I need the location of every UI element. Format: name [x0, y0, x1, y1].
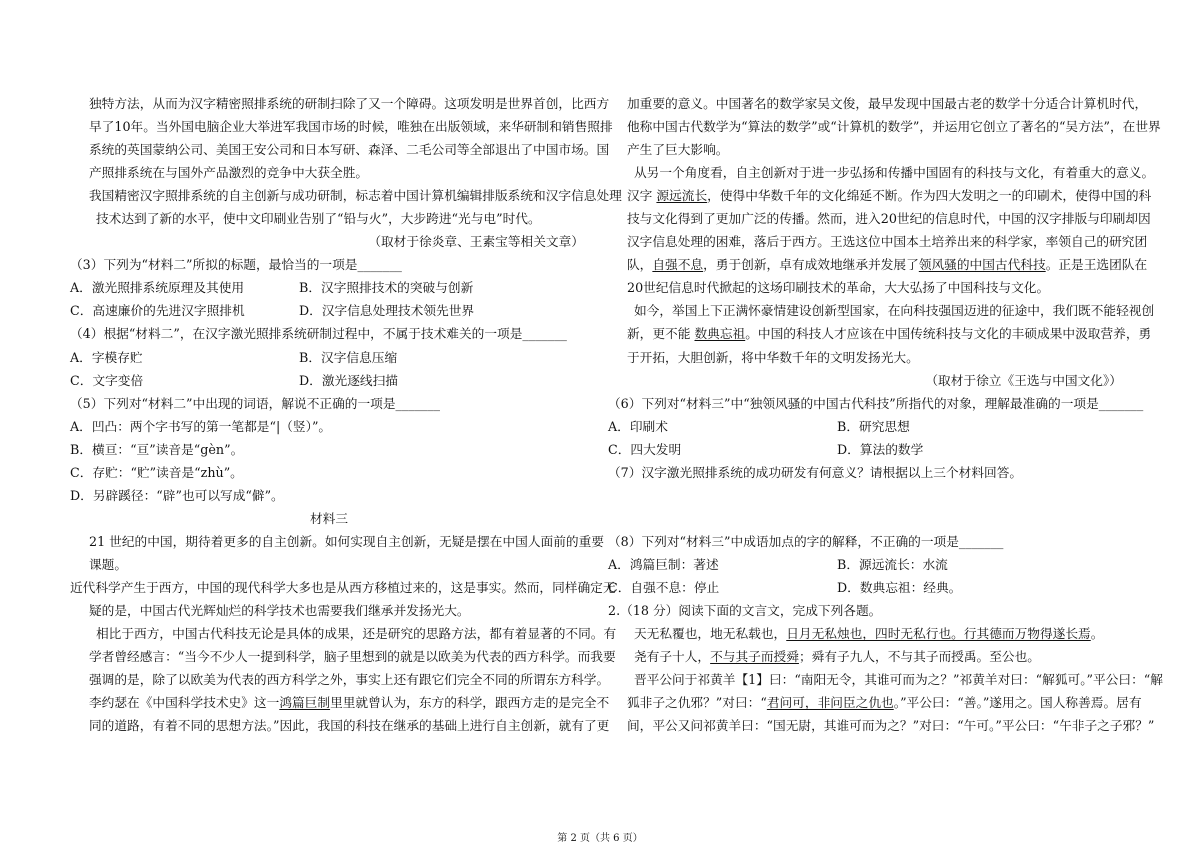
text-line — [70, 322, 592, 345]
underlined-text: 日月无私烛也，四时无私行也。行其德而万物得遂长焉 — [786, 626, 1091, 642]
line-text: 课题。 — [89, 556, 128, 572]
line-text: 于开拓，大胆创新，将中华数千年的文明发扬光大。 — [627, 349, 919, 365]
line-text: 汉字信息处理的困难，落后于西方。王选这位中国本土培养出来的科学家，率领自己的研究团 — [627, 234, 1148, 250]
text-line — [608, 369, 1130, 392]
text-line — [70, 530, 604, 553]
underlined-text: 鸿篇巨制 — [279, 695, 331, 711]
text-line — [608, 276, 1130, 299]
text-line — [608, 461, 1130, 484]
text-line — [608, 230, 1148, 253]
underlined-text: 领风骚的中国古代科技 — [918, 257, 1046, 273]
text-line — [608, 530, 1130, 553]
text-line — [608, 691, 1142, 714]
option-right: B．源远流长：水流 — [837, 556, 948, 572]
line-text: 狐非子之仇邪？”对曰：“ — [627, 695, 767, 711]
option-right: B．研究思想 — [837, 418, 910, 434]
text-line — [70, 484, 592, 507]
option-right: D．数典忘祖：经典。 — [837, 579, 962, 595]
line-text: （3）下列为“材料二”所拟的标题，最恰当的一项是_______ — [70, 257, 402, 273]
line-text: C．文字变倍 — [70, 372, 144, 388]
line-text: （6）下列对“材料三”中“独领风骚的中国古代科技”所指代的对象，理解最准确的一项是_______ — [608, 395, 1144, 411]
line-text: 疑的是，中国古代光辉灿烂的科学技术也需要我们继承并发扬光大。 — [89, 603, 470, 619]
text-line — [70, 438, 592, 461]
text-line — [608, 645, 1130, 668]
line-text: 队， — [627, 257, 653, 273]
line-text: C．高速廉价的先进汉字照排机 — [70, 303, 245, 319]
page-footer: 第 2 页（共 6 页） — [557, 833, 643, 844]
line-text: 产生了巨大影响。 — [627, 142, 729, 158]
line-text: 新，更不能 — [627, 326, 695, 342]
text-line — [70, 622, 617, 645]
text-line — [70, 253, 592, 276]
text-line — [608, 438, 1130, 461]
text-line — [608, 576, 1130, 599]
text-line — [70, 207, 592, 230]
line-text: 独特方法，从而为汉字精密照排系统的研制扫除了又一个障碍。这项发明是世界首创，比西方 — [89, 96, 610, 111]
text-line — [70, 507, 592, 530]
underlined-text: 不与其子而授舜 — [710, 649, 799, 665]
line-text: 。 — [1090, 626, 1104, 642]
line-text: A．字模存贮 — [70, 349, 143, 365]
text-line — [608, 253, 1148, 276]
line-text: A．鸿篇巨制：著述 — [608, 556, 719, 572]
text-line — [608, 322, 1152, 345]
line-text: A．凹凸：两个字书写的第一笔都是“|（竖）”。 — [70, 418, 332, 434]
line-text: （4）根据“材料二”，在汉字激光照排系统研制过程中，不属于技术难关的一项是_______ — [70, 326, 567, 342]
text-line — [70, 645, 616, 668]
option-right: B．汉字照排技术的突破与创新 — [299, 280, 474, 296]
line-text: （8）下列对“材料三”中成语加点的字的解释，不正确的一项是_______ — [608, 533, 1004, 549]
text-line — [70, 576, 616, 599]
text-line — [608, 138, 1130, 161]
line-text: 系统的英国蒙纳公司、美国王安公司和日本写研、森泽、二毛公司等全部退出了中国市场。国 — [89, 142, 610, 158]
line-text: 相比于西方，中国古代科技无论是具体的成果，还是研究的思路方法，都有着显著的不同。有 — [96, 626, 617, 642]
text-line — [608, 484, 1130, 507]
line-text: 同的道路，有着不同的思想方法。”因此，我国的科技在继承的基础上进行自主创新，就有了更 — [89, 718, 610, 734]
line-text: （5）下列对“材料二”中出现的词语，解说不正确的一项是_______ — [70, 395, 440, 411]
text-line — [70, 184, 622, 207]
line-text: 产照排系统在与国外产品激烈的竞争中大获全胜。 — [89, 165, 369, 181]
text-line — [608, 622, 1130, 645]
line-text: C．四大发明 — [608, 441, 682, 457]
text-line — [608, 184, 1152, 207]
text-line — [70, 392, 592, 415]
line-text: 材料三 — [310, 510, 349, 526]
text-line — [70, 553, 592, 576]
text-line — [608, 553, 1130, 576]
text-line — [70, 92, 610, 115]
text-line — [70, 115, 613, 138]
text-line — [608, 115, 1161, 138]
option-right: D．激光逐线扫描 — [299, 372, 398, 388]
text-line — [70, 461, 592, 484]
line-text: 天无私覆也，地无私载也， — [634, 626, 787, 642]
line-text: A．印刷术 — [608, 418, 668, 434]
line-text: 20世纪信息时代掀起的这场印刷技术的革命，大大弘扬了中国科技与文化。 — [627, 280, 1050, 296]
text-line — [608, 299, 1155, 322]
option-right: D．汉字信息处理技术领先世界 — [299, 303, 475, 319]
line-text: C．存贮：“贮”读音是“zhù”。 — [70, 464, 243, 480]
line-text: （7）汉字激光照排系统的成功研发有何意义？请根据以上三个材料回答。 — [608, 464, 1023, 480]
line-text: 间，平公又问祁黄羊曰：“国无尉，其谁可而为之？”对曰：“午可。”平公曰：“午非子之子邪？” — [627, 718, 1155, 734]
line-text: 李约瑟在《中国科学技术史》这一 — [89, 695, 280, 711]
text-line — [608, 161, 1155, 184]
line-text: 2.（18 分）阅读下面的文言文，完成下列各题。 — [608, 603, 882, 619]
text-line — [70, 668, 610, 691]
line-text: ，使得中华数千年的文化绵延不断。作为四大发明之一的印刷术，使得中国的科 — [707, 188, 1152, 204]
line-text: 。”平公曰：“善。”遂用之。国人称善焉。居有 — [893, 695, 1142, 711]
text-line — [70, 230, 592, 253]
line-text: 晋平公问于祁黄羊【1】曰：“南阳无令，其谁可而为之？”祁黄羊对曰：“解狐可。”平公曰：“解 — [634, 672, 1163, 688]
line-text: 强调的是，除了以欧美为代表的西方科学之外，事实上还有跟它们完全不同的所谓东方科学。 — [89, 672, 610, 688]
line-text: 技与文化得到了更加广泛的传播。然而，进入20世纪的信息时代，中国的汉字排版与印刷却因 — [627, 211, 1151, 227]
right-column — [608, 92, 1163, 737]
line-text: 我国精密汉字照排系统的自主创新与成功研制，标志着中国计算机编辑排版系统和汉字信息处理 — [89, 188, 622, 204]
underlined-text: 君问可，非问臣之仇也 — [766, 695, 894, 711]
line-text: C．自强不息：停止 — [608, 579, 720, 595]
option-right: B．汉字信息压缩 — [299, 349, 398, 365]
text-line — [608, 668, 1163, 691]
line-text: 技术达到了新的水平，使中文印刷业告别了“铅与火”，大步跨进“光与电”时代。 — [96, 211, 541, 227]
text-line — [70, 369, 592, 392]
line-text: 里里就曾认为，东方的科学，跟西方走的是完全不 — [330, 695, 610, 711]
text-line — [608, 346, 1130, 369]
line-text: B．横亘：“亘”读音是“gèn”。 — [70, 441, 244, 457]
left-column — [70, 92, 622, 737]
line-text: 尧有子十人， — [634, 649, 711, 665]
option-right: D．算法的数学 — [837, 441, 924, 457]
text-line — [70, 276, 592, 299]
underlined-text: 自强不息 — [652, 257, 704, 273]
line-text: ，勇于创新，卓有成效地继承并发展了 — [703, 257, 919, 273]
line-text: （取材于徐炎章、王素宝等相关文章） — [368, 234, 584, 250]
line-text: D．另辟蹊径：“辟”也可以写成“僻”。 — [70, 487, 284, 503]
line-text: 从另一个角度看，自主创新对于进一步弘扬和传播中国固有的科技与文化，有着重大的意义。 — [634, 165, 1155, 181]
text-line — [608, 92, 1148, 115]
text-line — [608, 392, 1144, 415]
line-text: 21 世纪的中国，期待着更多的自主创新。如何实现自主创新，无疑是摆在中国人面前的重要 — [89, 533, 604, 549]
line-text: 。正是王选团队在 — [1045, 257, 1148, 273]
text-line — [70, 691, 610, 714]
text-line — [608, 714, 1155, 737]
text-line — [70, 599, 592, 622]
text-line — [608, 415, 1130, 438]
text-line — [608, 599, 1130, 622]
line-text: A．激光照排系统原理及其使用 — [70, 280, 245, 296]
line-text: （取材于徐立《王选与中国文化》） — [925, 372, 1122, 388]
text-line — [70, 138, 610, 161]
line-text: 如今，举国上下正满怀豪情建设创新型国家，在向科技强国迈进的征途中，我们既不能轻视创 — [634, 303, 1155, 319]
line-text: 近代科学产生于西方，中国的现代科学大多也是从西方移植过来的，这是事实。然而，同样确定无 — [70, 579, 616, 595]
line-text: ；舜有子九人，不与其子而授禹。至公也。 — [798, 649, 1040, 665]
underlined-text: 数典忘祖 — [694, 326, 746, 342]
text-line — [70, 299, 592, 322]
text-line — [608, 507, 1130, 530]
line-text: 加重要的意义。中国著名的数学家吴文俊，最早发现中国最古老的数学十分适合计算机时代， — [627, 96, 1148, 111]
text-line — [70, 714, 610, 737]
text-line — [608, 207, 1151, 230]
line-text: 汉字 — [627, 188, 657, 204]
line-text: 学者曾经感言：“当今不少人一提到科学，脑子里想到的就是以欧美为代表的西方科学。而我要 — [89, 649, 616, 665]
text-line — [70, 346, 592, 369]
line-text: 。中国的科技人才应该在中国传统科技与文化的丰硕成果中汲取营养，勇 — [745, 326, 1152, 342]
line-text: 他称中国古代数学为“算法的数学”或“计算机的数学”，并运用它创立了著名的“吴方法”，在世界 — [627, 119, 1161, 135]
underlined-text: 源远流长 — [656, 188, 708, 204]
text-line — [70, 415, 592, 438]
line-text: 早了10年。当外国电脑企业大举进军我国市场的时候，唯独在出版领域，来华研制和销售照排 — [89, 119, 613, 135]
text-line — [70, 161, 592, 184]
